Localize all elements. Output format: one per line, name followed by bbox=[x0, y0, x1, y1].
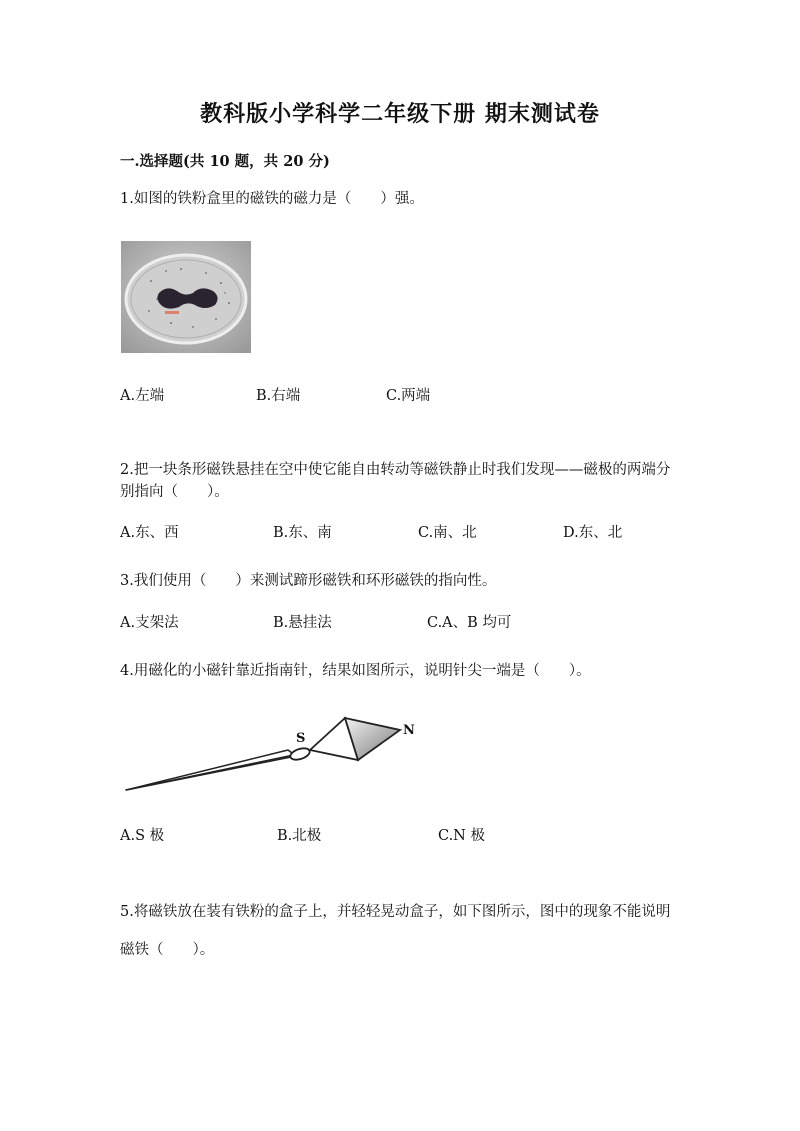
q1-option-a[interactable]: A.左端 bbox=[120, 388, 165, 404]
iron-filings-dish-image bbox=[121, 241, 251, 353]
q2-option-d[interactable]: D.东、北 bbox=[563, 525, 623, 541]
question-4-text: 4.用磁化的小磁针靠近指南针，结果如图所示，说明针尖一端是（ ）。 bbox=[120, 663, 591, 679]
question-1-text: 1.如图的铁粉盒里的磁铁的磁力是（ ）强。 bbox=[120, 191, 424, 207]
question-5-text: 5.将磁铁放在装有铁粉的盒子上，并轻轻晃动盒子，如下图所示，图中的现象不能说明磁铁（ ）。 bbox=[120, 904, 671, 958]
q4-option-c[interactable]: C.N 极 bbox=[438, 828, 485, 844]
section-heading: 一.选择题(共 10 题，共 20 分) bbox=[120, 153, 330, 170]
q1-option-b[interactable]: B.右端 bbox=[256, 388, 301, 404]
needle-compass-figure bbox=[120, 708, 430, 803]
q3-option-c[interactable]: C.A、B 均可 bbox=[427, 615, 512, 631]
q2-option-c[interactable]: C.南、北 bbox=[418, 525, 477, 541]
question-3-text: 3.我们使用（ ）来测试蹄形磁铁和环形磁铁的指向性。 bbox=[120, 573, 497, 589]
label-s: S bbox=[296, 731, 306, 746]
q2-option-b[interactable]: B.东、南 bbox=[273, 525, 332, 541]
q3-option-b[interactable]: B.悬挂法 bbox=[273, 615, 332, 631]
q4-option-a[interactable]: A.S 极 bbox=[120, 828, 165, 844]
page-title: 教科版小学科学二年级下册 期末测试卷 bbox=[200, 101, 600, 127]
q4-option-b[interactable]: B.北极 bbox=[277, 828, 322, 844]
question-2-text: 2.把一块条形磁铁悬挂在空中使它能自由转动等磁铁静止时我们发现——磁极的两端分别指向（ ）。 bbox=[120, 462, 671, 500]
q2-option-a[interactable]: A.东、西 bbox=[120, 525, 179, 541]
q3-option-a[interactable]: A.支架法 bbox=[120, 615, 179, 631]
label-n: N bbox=[403, 723, 415, 738]
q1-option-c[interactable]: C.两端 bbox=[386, 388, 431, 404]
needle-eye bbox=[289, 746, 311, 762]
question-1-photo bbox=[121, 241, 251, 353]
